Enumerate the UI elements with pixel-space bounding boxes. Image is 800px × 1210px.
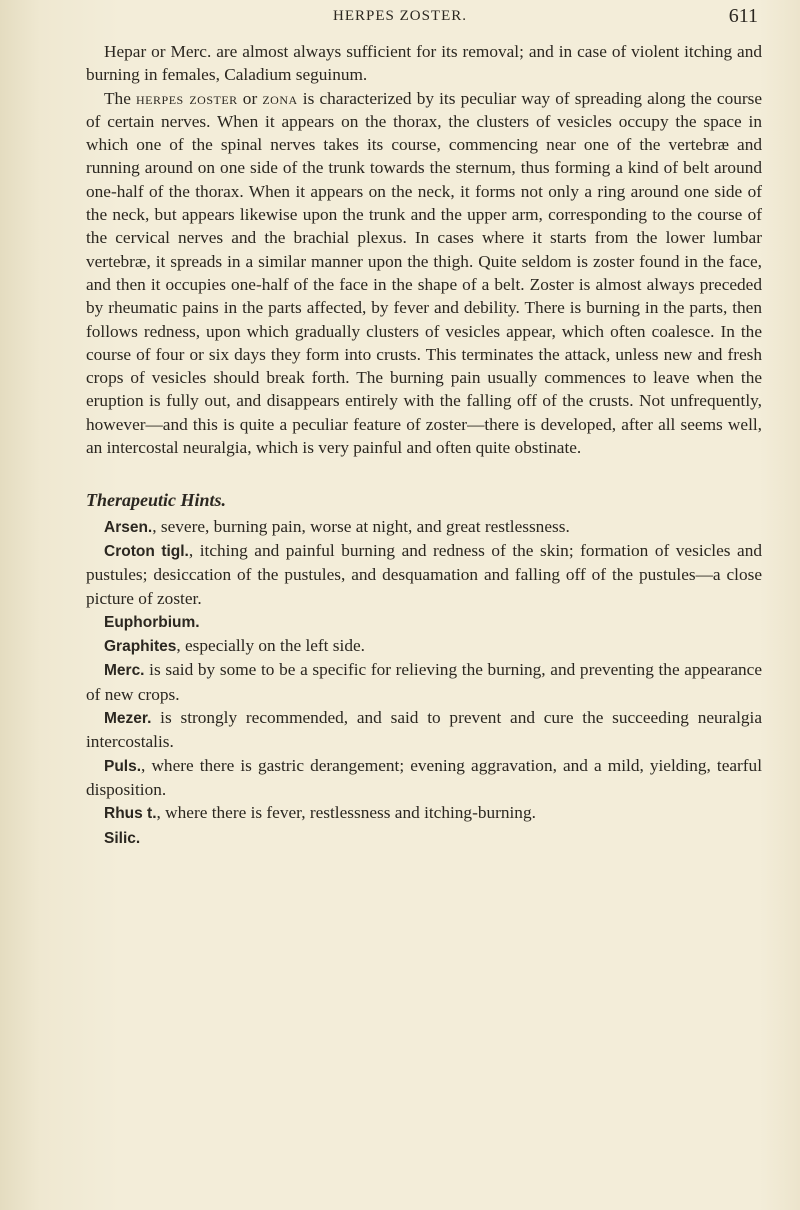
- remedy-text: , severe, burning pain, worse at night, and great restlessness.: [152, 516, 570, 536]
- intro-paragraph-2: [86, 87, 762, 460]
- term-herpes-zoster: herpes zoster: [136, 88, 238, 108]
- remedy-text: , where there is fever, restlessness and itching-burning.: [156, 803, 536, 823]
- remedy-name: Graphites: [104, 638, 177, 656]
- remedy-item: [86, 826, 762, 850]
- intro-paragraph-1: Hepar or Merc. are almost always sufficient for its removal; and in case of violent itching and burning in females, Caladium seguinum.: [86, 42, 762, 85]
- body-text: [86, 40, 762, 850]
- remedy-name: Puls.: [104, 757, 142, 775]
- remedy-name: Euphorbium.: [104, 613, 200, 631]
- remedy-name: Merc.: [104, 662, 145, 680]
- remedy-name: Arsen.: [104, 518, 153, 536]
- remedy-name: Croton tigl.: [104, 542, 189, 560]
- page-header: [0, 5, 800, 34]
- page-number: 611: [728, 5, 758, 27]
- remedy-name: Mezer.: [104, 710, 152, 728]
- remedy-item: [86, 634, 762, 658]
- remedy-text: , where there is gastric derangement; evening aggravation, and a mild, yielding, tearful disposition.: [86, 755, 762, 799]
- p2-rest: is characterized by its peculiar way of spreading along the course of certain nerves. When it appears on the thorax, the clusters of vesicles occupy the space in which one of the spinal nerves takes its course, commencing near one of the vertebræ and running around on one side of the trunk towards the sternum, thus forming a kind of belt around one-half of the thorax. When it appears on the neck, it forms not only a ring around one side of the neck, but appears likewise upon the trunk and the upper arm, corresponding to the course of the cervical nerves and the brachial plexus. In cases where it starts from the lower lumbar vertebræ, it spreads in a similar manner upon the thigh. Quite seldom is zoster found in the face, and then it occupies one-half of the face in the shape of a belt. Zoster is almost always preceded by rheumatic pains in the parts affected, by fever and debility. There is burning in the parts, then follows redness, upon which gradually clusters of vesicles appear, which often coalesce. In the course of four or six days they form into crusts. This terminates the attack, unless new and fresh crops of vesicles should break forth. The burning pain usually commences to leave when the eruption is fully out, and disappears entirely with the falling off of the crusts. Not unfrequently, however—and this is quite a peculiar feature of zoster—there is developed, after all seems well, an intercostal neuralgia, which is very painful and often quite obstinate.: [86, 88, 763, 458]
- section-title: Therapeutic Hints.: [86, 490, 227, 511]
- remedy-text: is strongly recommended, and said to prevent and cure the succeeding neuralgia intercostalis.: [86, 708, 762, 752]
- remedy-item: [86, 515, 762, 539]
- remedy-text: , itching and painful burning and redness of the skin; formation of vesicles and pustules; desiccation of the pustules, and desquamation and falling off of the pustules—a close picture of zoster.: [86, 540, 762, 608]
- remedy-name: Silic.: [104, 829, 141, 847]
- remedy-list: [86, 515, 762, 850]
- remedy-text: is said by some to be a specific for relieving the burning, and preventing the appearance of new crops.: [86, 660, 762, 704]
- remedy-item: [86, 706, 762, 754]
- remedy-item: [86, 539, 762, 610]
- p2-lead: The: [104, 88, 137, 108]
- remedy-text: , especially on the left side.: [176, 636, 365, 656]
- remedy-item: [86, 658, 762, 706]
- remedy-item: [86, 801, 762, 825]
- remedy-name: Rhus t.: [104, 805, 157, 823]
- remedy-item: [86, 754, 762, 802]
- term-zona: zona: [262, 88, 298, 108]
- p2-or: or: [237, 88, 263, 108]
- running-head: HERPES ZOSTER.: [332, 8, 467, 24]
- remedy-item: [86, 610, 762, 634]
